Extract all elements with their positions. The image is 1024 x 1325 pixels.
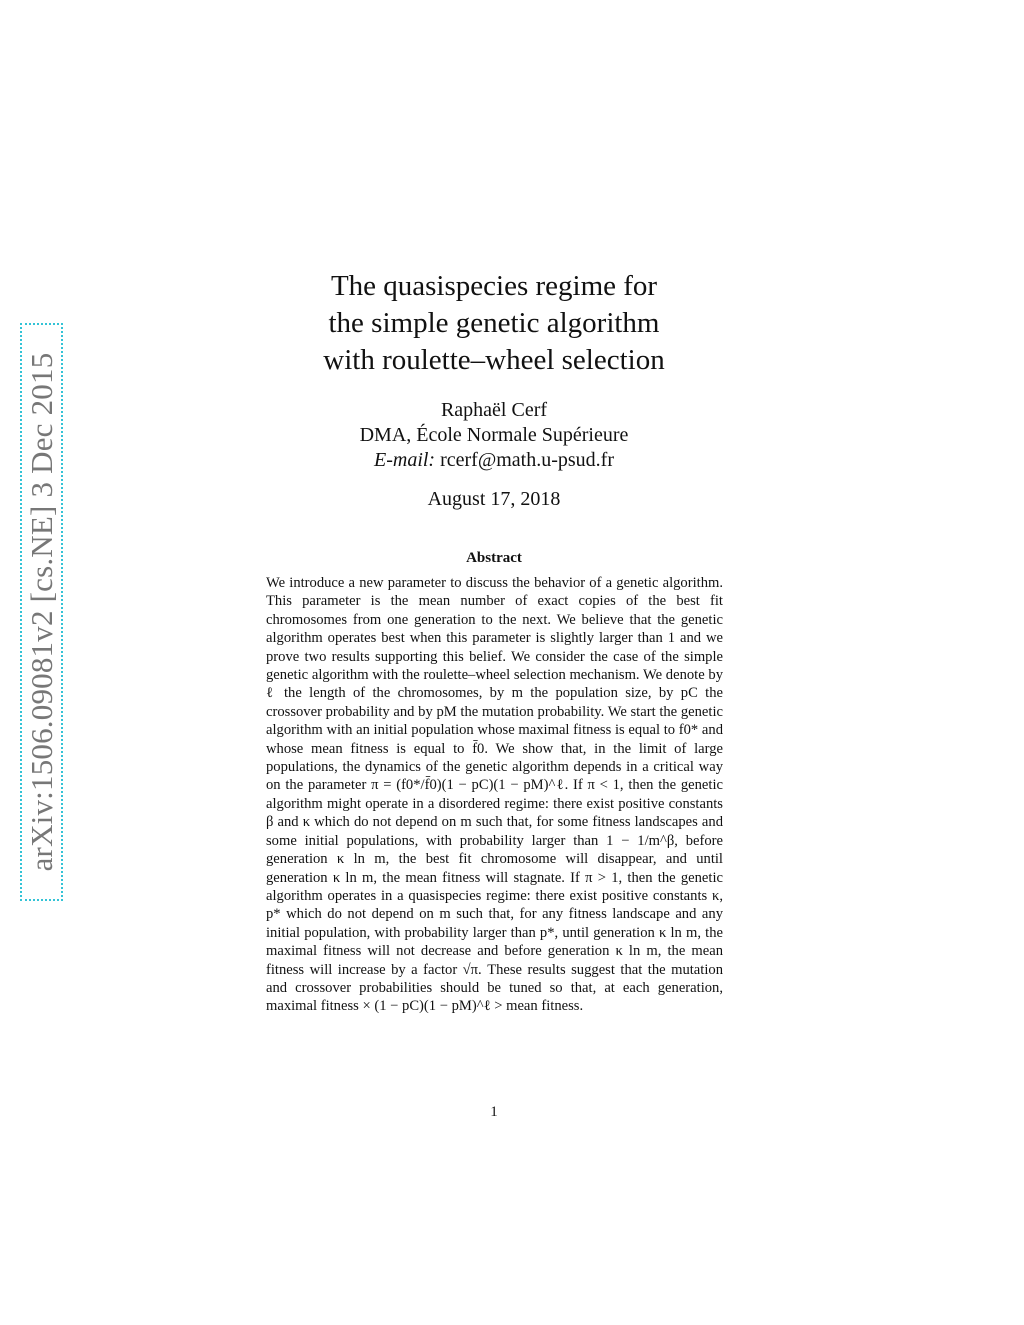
page-number: 1 [490,1104,498,1120]
title-line-3: with roulette–wheel selection [323,344,665,376]
email-label: E-mail: [374,449,436,471]
author-email-line [254,448,734,473]
author-block [254,398,734,473]
title-line-2: the simple genetic algorithm [328,307,660,339]
arxiv-stamp-text: arXiv:1506.09081v2 [cs.NE] 3 Dec 2015 [23,352,59,872]
abstract-text: We introduce a new parameter to discuss the behavior of a genetic algorithm. This parameter is the mean number of exact copies of the best fit chromosomes from one generation to the next. We believe that the genetic algorithm operates best when this parameter is slightly larger than 1 and we prove two results supporting this belief. We consider the case of the simple genetic algorithm with the roulette–wheel selection mechanism. We denote by ℓ the length of the chromosomes, by m the population size, by pC the crossover probability and by pM the mutation probability. We start the genetic algorithm with an initial population whose maximal fitness is equal to f0* and whose mean fitness is equal to f̄0. We show that, in the limit of large populations, the dynamics of the genetic algorithm depends in a critical way on the parameter π = (f0*/f̄0)(1 − pC)(1 − pM)^ℓ. If π < 1, then the genetic algorithm might operate in a disordered regime: there exist positive constants β and κ which do not depend on m such that, for some fitness landscapes and some initial populations, with probability larger than 1 − 1/m^β, before generation κ ln m, the best fit chromosome will disappear, and until generation κ ln m, the mean fitness will stagnate. If π > 1, then the genetic algorithm operates in a quasispecies regime: there exist positive constants κ, p* which do not depend on m such that, for any fitness landscape and any initial population, with probability larger than p*, until generation κ ln m, the maximal fitness will not decrease and before generation κ ln m, the mean fitness will increase by a factor √π. These results suggest that the mutation and crossover probabilities should be tuned so that, at each generation, maximal fitness × (1 − pC)(1 − pM)^ℓ > mean fitness. [266,575,723,1015]
paper-title [254,268,734,379]
title-line-1: The quasispecies regime for [330,270,658,302]
abstract-heading: Abstract [466,550,522,566]
author-email: rcerf@math.u-psud.fr [440,449,614,471]
author-affiliation: DMA, École Normale Supérieure [359,424,629,446]
author-name: Raphaël Cerf [440,399,548,421]
arxiv-stamp [20,323,63,901]
paper-date: August 17, 2018 [427,488,561,510]
